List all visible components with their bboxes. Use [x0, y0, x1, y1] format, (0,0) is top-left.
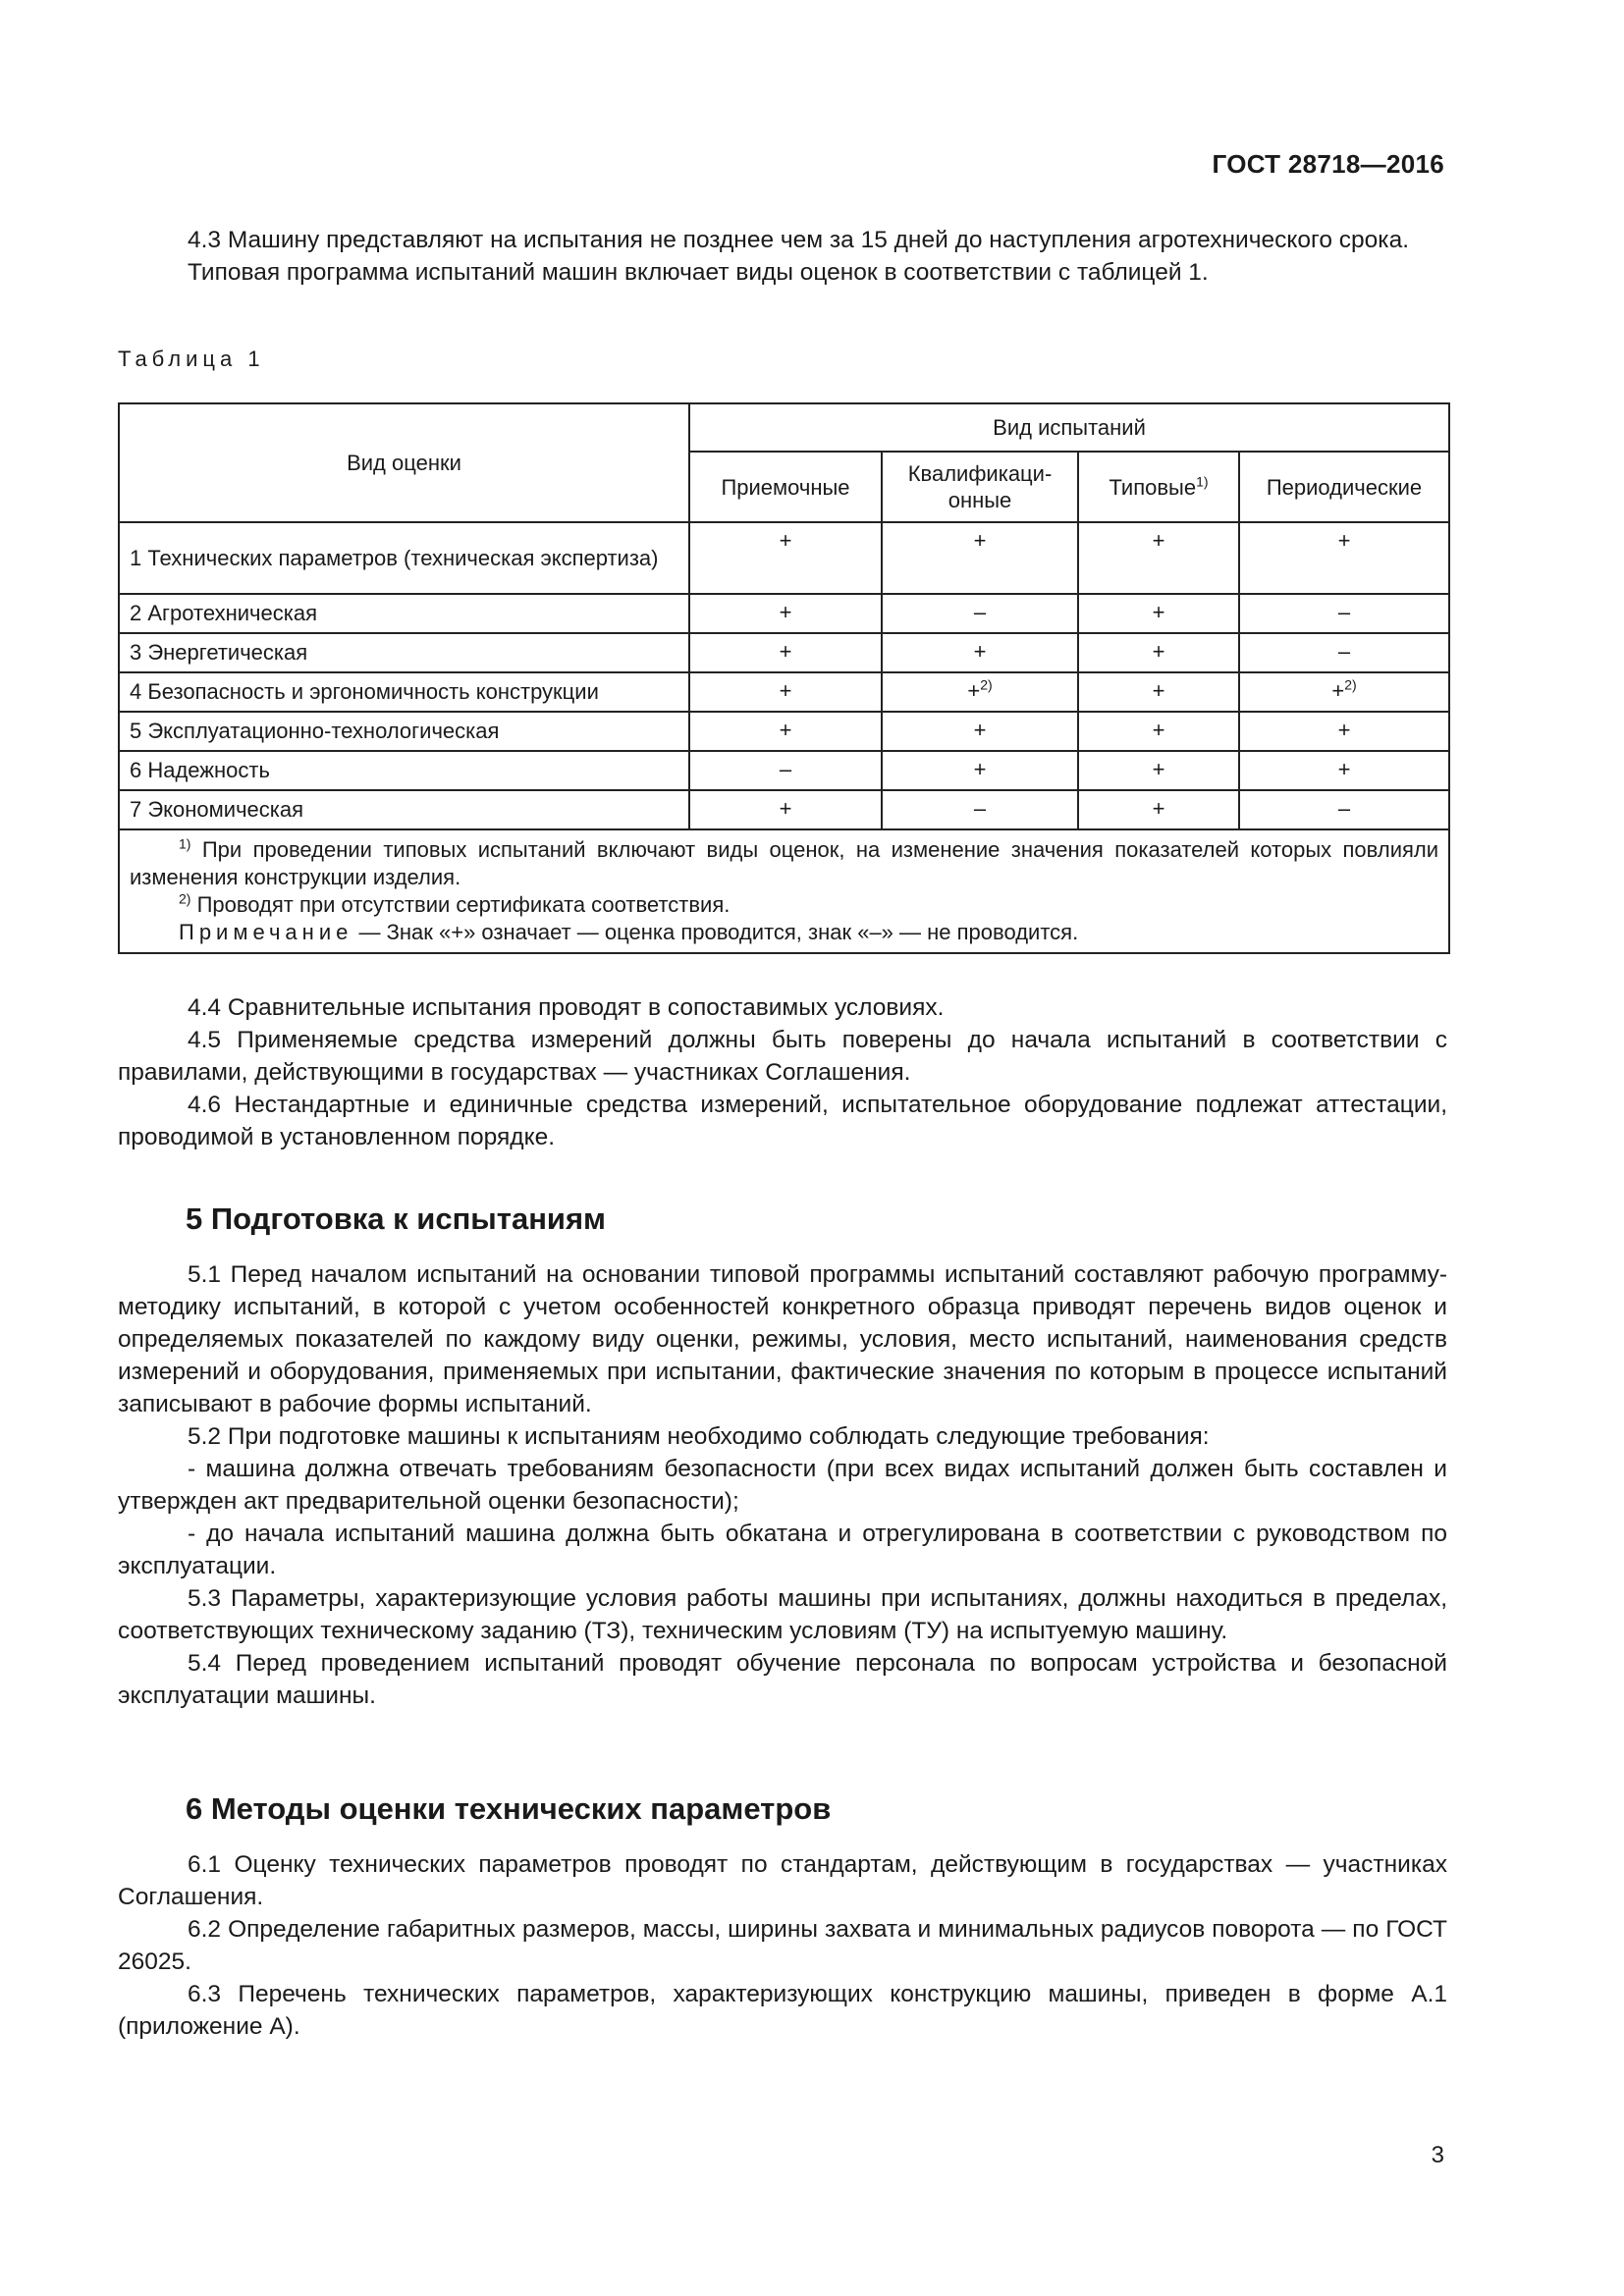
cell-mark: + [689, 594, 882, 633]
cell-mark: + [882, 633, 1078, 672]
paragraph-4-4: 4.4 Сравнительные испытания проводят в сопоставимых условиях. [188, 994, 945, 1021]
table-row [119, 522, 1449, 594]
table-footnotes-row [119, 829, 1449, 953]
paragraph-6-2: 6.2 Определение габаритных размеров, массы, ширины захвата и минимальных радиусов поворота — по ГОСТ 26025. [118, 1916, 1447, 1975]
paragraph-4-5: 4.5 Применяемые средства измерений должны быть поверены до начала испытаний в соответствии с правилами, действующими в государствах — участниках Соглашения. [118, 1027, 1447, 1086]
cell-mark: + [1239, 712, 1449, 751]
header-test-type: Вид испытаний [689, 403, 1449, 452]
header-evaluation-type: Вид оценки [119, 403, 689, 522]
paragraph-5-2-item-1: - машина должна отвечать требованиям безопасности (при всех видах испытаний должен быть составлен и утвержден акт предварительной оценки безопасности); [118, 1456, 1447, 1515]
paragraph-6-1: 6.1 Оценку технических параметров проводят по стандартам, действующим в государствах — участниках Соглашения. [118, 1851, 1447, 1910]
row-label: 2 Агротехническая [119, 594, 689, 633]
cell-mark: – [1239, 633, 1449, 672]
cell-mark: + [1078, 712, 1239, 751]
section-5-heading: 5 Подготовка к испытаниям [186, 1201, 606, 1236]
paragraph-program: Типовая программа испытаний машин включает виды оценок в соответствии с таблицей 1. [188, 259, 1209, 286]
cell-mark: + [689, 633, 882, 672]
cell-mark: +$^{2)}$ [1239, 672, 1449, 712]
cell-mark: + [1078, 633, 1239, 672]
footnote-ref: 2) [1344, 676, 1357, 693]
paragraph-5-2: 5.2 При подготовке машины к испытаниям необходимо соблюдать следующие требования: [188, 1423, 1210, 1450]
table-caption: Таблица 1 [118, 347, 265, 371]
section-6-block [118, 1848, 1447, 2043]
cell-mark: – [1239, 594, 1449, 633]
evaluation-table [118, 402, 1450, 954]
cell-mark: – [689, 751, 882, 790]
cell-mark: +$^{2)}$ [882, 672, 1078, 712]
cell-mark: + [689, 790, 882, 829]
footnote-2: $^{2)}$ Проводят при отсутствии сертификата соответствия. [179, 890, 731, 917]
table-footnotes [119, 829, 1449, 953]
cell-mark: + [1239, 751, 1449, 790]
paragraph-5-1: 5.1 Перед началом испытаний на основании типовой программы испытаний составляют рабочую программу-методику испытаний, в которой с учетом особенностей конкретного образца приводят перечень видов оценок и определяемых показателей по каждому виду оценки, режимы, условия, место испытаний, наименования средств измерений и оборудования, применяемых при испытании, фактические значения по которым в процессе испытаний записывают в рабочие формы испытаний. [118, 1261, 1447, 1417]
document-code: ГОСТ 28718—2016 [1212, 149, 1444, 179]
paragraph-4-3: 4.3 Машину представляют на испытания не позднее чем за 15 дней до наступления агротехнического срока. [188, 227, 1409, 253]
row-label: 7 Экономическая [119, 790, 689, 829]
cell-mark: + [1078, 672, 1239, 712]
cell-mark: – [882, 594, 1078, 633]
footnote-1: $^{1)}$ При проведении типовых испытаний включают виды оценок, на изменение значения показателей которых повлияли изменения конструкции изделия. [130, 835, 1439, 889]
cell-mark: – [882, 790, 1078, 829]
table-row [119, 790, 1449, 829]
cell-mark: + [1078, 790, 1239, 829]
paragraph-5-4: 5.4 Перед проведением испытаний проводят обучение персонала по вопросам устройства и безопасной эксплуатации машины. [118, 1650, 1447, 1709]
section-6-heading: 6 Методы оценки технических параметров [186, 1791, 832, 1826]
cell-mark: + [882, 522, 1078, 594]
row-label: 4 Безопасность и эргономичность конструкции [119, 672, 689, 712]
paragraph-5-3: 5.3 Параметры, характеризующие условия работы машины при испытаниях, должны находиться в пределах, соответствующих техническому заданию (ТЗ), техническим условиям (ТУ) на испытуемую машину. [118, 1585, 1447, 1644]
cell-mark: + [689, 522, 882, 594]
row-label: 6 Надежность [119, 751, 689, 790]
table-row [119, 672, 1449, 712]
table-note: Примечание — Знак «+» означает — оценка проводится, знак «–» — не проводится. [179, 920, 1079, 944]
table-row [119, 712, 1449, 751]
intro-block [118, 224, 1447, 289]
cell-mark: + [1078, 751, 1239, 790]
column-header: Периодические [1239, 452, 1449, 522]
paragraph-5-2-item-2: - до начала испытаний машина должна быть обкатана и отрегулирована в соответствии с руководством по эксплуатации. [118, 1521, 1447, 1579]
page-number: 3 [1431, 2142, 1444, 2168]
table-row [119, 594, 1449, 633]
footnote-ref: 1) [1196, 473, 1209, 490]
cell-mark: + [689, 672, 882, 712]
column-header: Приемочные [689, 452, 882, 522]
paragraph-6-3: 6.3 Перечень технических параметров, характеризующих конструкцию машины, приведен в форме А.1 (приложение А). [118, 1981, 1447, 2040]
cell-mark: + [689, 712, 882, 751]
column-header: Типовые$^{1)}$ [1078, 452, 1239, 522]
after-table-block [118, 991, 1447, 1153]
table-row [119, 633, 1449, 672]
cell-mark: – [1239, 790, 1449, 829]
cell-mark: + [882, 712, 1078, 751]
row-label: 3 Энергетическая [119, 633, 689, 672]
table-row [119, 751, 1449, 790]
row-label: 1 Технических параметров (техническая экспертиза) [119, 522, 689, 594]
cell-mark: + [882, 751, 1078, 790]
cell-mark: + [1239, 522, 1449, 594]
footnote-ref: 2) [980, 676, 993, 693]
column-header: Квалификаци-онные [882, 452, 1078, 522]
paragraph-4-6: 4.6 Нестандартные и единичные средства измерений, испытательное оборудование подлежат аттестации, проводимой в установленном порядке. [118, 1092, 1447, 1150]
cell-mark: + [1078, 594, 1239, 633]
section-5-block [118, 1258, 1447, 1712]
cell-mark: + [1078, 522, 1239, 594]
row-label: 5 Эксплуатационно-технологическая [119, 712, 689, 751]
